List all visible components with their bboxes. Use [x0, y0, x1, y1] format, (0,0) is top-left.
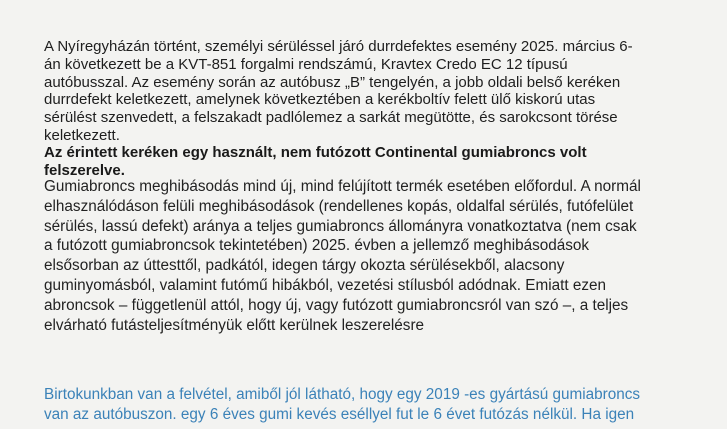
- bold-statement: [44, 144, 704, 179]
- intro-paragraph: [44, 38, 704, 145]
- intro-line: A Nyíregyházán történt, személyi sérüléssel járó durrdefektes esemény 2025. március 6-: [44, 38, 633, 55]
- blue-line: van az autóbuszon. egy 6 éves gumi kevés eséllyel fut le 6 évet futózás nélkül. Ha igen: [44, 406, 635, 423]
- body-line: sérülés, lassú defekt) aránya a teljes gumiabroncs állományra vonatkoztatva (nem csak: [44, 217, 637, 235]
- body-line: a futózott gumiabroncsok tekintetében) 2025. évben a jellemző meghibásodások: [44, 237, 590, 255]
- intro-line: durrdefekt keletkezett, amelynek következtében a kerékboltív felett ülő kiskorú utas: [44, 91, 596, 109]
- blue-comment-paragraph: [44, 385, 704, 425]
- body-line: abroncsok – függetlenül attól, hogy új, vagy futózott gumiabroncsról van szó –, a teljes: [44, 296, 629, 314]
- bold-line: felszerelve.: [44, 161, 125, 179]
- bold-line: Az érintett keréken egy használt, nem futózott Continental gumiabroncs volt: [44, 144, 587, 161]
- body-line: elvárható futásteljesítményük előtt kerülnek leszerelésre: [44, 316, 425, 334]
- body-line: guminyomásból, valamint futómű hibákból, vezetési stílusból adódnak. Emiatt ezen: [44, 276, 607, 294]
- intro-line: sérülést szenvedett, a felszakadt padlólemez a sarkát megütötte, és sarokcsont törése: [44, 109, 618, 127]
- intro-line: keletkezett.: [44, 126, 120, 144]
- body-line: Gumiabroncs meghibásodás mind új, mind felújított termék esetében előfordul. A normál: [44, 178, 641, 195]
- body-line: elhasználódáson felüli meghibásodások (rendellenes kopás, oldalfal sérülés, futófelület: [44, 197, 634, 215]
- blue-line: Birtokunkban van a felvétel, amiből jól látható, hogy egy 2019 -es gyártású gumiabroncs: [44, 386, 641, 403]
- body-line: elsősorban az úttesttől, padkától, idegen tárgy okozta sérülésekből, alacsony: [44, 257, 565, 275]
- intro-line: án következett be a KVT-851 forgalmi rendszámú, Kravtex Credo EC 12 típusú: [44, 55, 568, 73]
- intro-line: autóbusszal. Az esemény során az autóbusz „B” tengelyén, a jobb oldali belső keréken: [44, 73, 621, 91]
- body-paragraph: [44, 177, 704, 335]
